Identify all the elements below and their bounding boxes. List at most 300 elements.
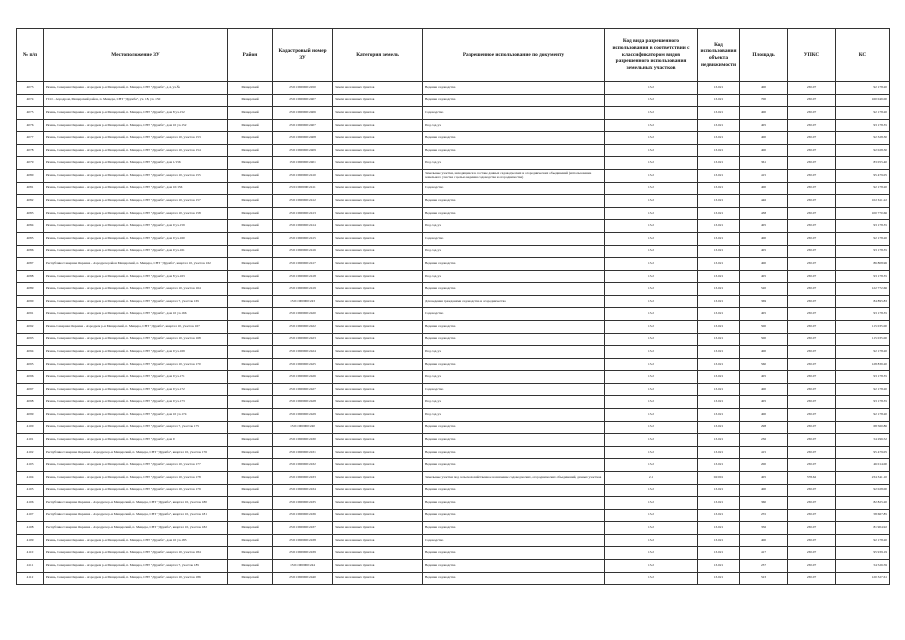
cell-location: Рязань, Северная Окраина - Аэродром р-н Мещерский, п. Мещера, СНТ "Дружба", дом 8 уч.152 xyxy=(44,107,228,120)
cell-upks: 230.07 xyxy=(788,283,836,296)
cell-category: Земли населенных пунктов xyxy=(333,182,423,195)
cell-permitted-use: Ведение садоводства xyxy=(423,547,605,560)
cell-object-use-code: 13.021 xyxy=(698,195,740,208)
cell-cadastral: 25:01:000000:2413 xyxy=(273,207,333,220)
cell-upks: 230.07 xyxy=(788,333,836,346)
cell-use-code: 13.2 xyxy=(605,170,698,183)
cell-use-code: 13.2 xyxy=(605,270,698,283)
cell-location: Рязань, Северная Окраина - Аэродром р-н Мещерский, п. Мещера, СНТ "Дружба", квартал 10, участок 154 xyxy=(44,144,228,157)
cell-category: Земли населенных пунктов xyxy=(333,258,423,271)
cell-ks: 234 341.10 xyxy=(836,471,890,484)
header-row xyxy=(17,29,890,82)
cell-ks: 92 178.20 xyxy=(836,182,890,195)
cell-use-code: 13.2 xyxy=(605,107,698,120)
cell-location: Рязань, Северная Окраина - Аэродром р-н Мещерский, п. Мещера, СНТ "Дружба", квартал 10, участок 158 xyxy=(44,207,228,220)
cell-area: 405 xyxy=(740,308,788,321)
cell-location: Рязань, Северная Окраина - Аэродром р-н Мещерский, п. Мещера, СНТ "Дружба", квартал 7, участок 185 xyxy=(44,559,228,572)
cell-area: 405 xyxy=(740,471,788,484)
cell-cadastral: 25:01:000000:2407 xyxy=(273,119,333,132)
cell-category: Земли населенных пунктов xyxy=(333,534,423,547)
cell-permitted-use: Ведение садоводства xyxy=(423,484,605,497)
cell-upks: 230.07 xyxy=(788,446,836,459)
cell-cadastral: 25:01:000000:2440 xyxy=(273,572,333,585)
cell-location: Республика Северная Окраина - Аэродром р-н Мещерский, п. Мещера, СНТ "Дружба", квартал 10, участок 181 xyxy=(44,509,228,522)
cell-location: Рязань, Северная Окраина - Аэродром р-н Мещерский, п. Мещера, СНТ "Дружба", квартал 7, участок 175 xyxy=(44,421,228,434)
cell-ks: 54 526.59 xyxy=(836,559,890,572)
cell-num: 4073 xyxy=(17,82,44,95)
cell-num: 4101 xyxy=(17,434,44,447)
cell-object-use-code: 13.021 xyxy=(698,283,740,296)
cell-permitted-use: Ведение садоводства xyxy=(423,333,605,346)
cell-category: Земли населенных пунктов xyxy=(333,547,423,560)
cell-object-use-code: 13.021 xyxy=(698,409,740,422)
cell-object-use-code: 13.021 xyxy=(698,94,740,107)
cell-upks: 230.07 xyxy=(788,94,836,107)
cell-permitted-use: Под сад-уч xyxy=(423,396,605,409)
cell-ks: 82 825.20 xyxy=(836,497,890,510)
cell-category: Земли населенных пунктов xyxy=(333,371,423,384)
cell-area: 417 xyxy=(740,547,788,560)
cell-object-use-code: 13.021 xyxy=(698,421,740,434)
header-location: Местоположение ЗУ xyxy=(44,29,228,82)
cell-num: 4103 xyxy=(17,459,44,472)
cell-upks: 230.07 xyxy=(788,434,836,447)
cell-permitted-use: Земельные участки, находящиеся в составе данных садоводческих и огороднических объединений (использование земельного участка с целью ведения садоводства и огородничества) xyxy=(423,170,605,183)
cell-cadastral: 25:01:000000:2415 xyxy=(273,232,333,245)
cell-num: 4095 xyxy=(17,358,44,371)
cell-category: Земли населенных пунктов xyxy=(333,434,423,447)
table-row xyxy=(17,308,890,321)
cell-use-code: 13.2 xyxy=(605,308,698,321)
cell-location: Рязань, Северная Окраина - Аэродром р-н Мещерский, п. Мещера, СНТ "Дружба", дом 9 уч.172 xyxy=(44,383,228,396)
cell-upks: 230.07 xyxy=(788,270,836,283)
cell-upks: 230.07 xyxy=(788,547,836,560)
cell-permitted-use: Под сад-уч xyxy=(423,346,605,359)
cell-district: Мещерский xyxy=(228,409,273,422)
cell-num: 4102 xyxy=(17,446,44,459)
cell-upks: 230.07 xyxy=(788,195,836,208)
cell-ks: 95 939.19 xyxy=(836,547,890,560)
table-row xyxy=(17,195,890,208)
cell-ks: 95 479.05 xyxy=(836,170,890,183)
cell-district: Мещерский xyxy=(228,132,273,145)
cell-area: 400 xyxy=(740,182,788,195)
cell-object-use-code: 13.021 xyxy=(698,245,740,258)
cell-district: Мещерский xyxy=(228,119,273,132)
cell-district: Мещерский xyxy=(228,547,273,560)
cell-ks: 93 178.35 xyxy=(836,308,890,321)
cell-num: 4089 xyxy=(17,283,44,296)
table-row xyxy=(17,232,890,245)
cell-object-use-code: 13.021 xyxy=(698,82,740,95)
cell-use-code: 13.2 xyxy=(605,396,698,409)
cell-ks: 81 904.92 xyxy=(836,522,890,535)
header-upks: УПКС xyxy=(788,29,836,82)
table-row xyxy=(17,270,890,283)
cell-category: Земли населенных пунктов xyxy=(333,157,423,170)
cell-area: 361 xyxy=(740,157,788,170)
cell-area: 500 xyxy=(740,333,788,346)
cell-num: 4078 xyxy=(17,144,44,157)
cell-district: Мещерский xyxy=(228,308,273,321)
table-row xyxy=(17,333,890,346)
cell-upks: 230.07 xyxy=(788,119,836,132)
cell-cadastral: 25:01:000000:2420 xyxy=(273,308,333,321)
cell-category: Земли населенных пунктов xyxy=(333,132,423,145)
cell-location: Рязань, Северная Окраина - Аэродром р-н Мещерский, п. Мещера, СНТ "Дружба", квартал 10, участок 177 xyxy=(44,459,228,472)
cell-permitted-use: Под сад-уч xyxy=(423,245,605,258)
cell-area: 400 xyxy=(740,409,788,422)
cell-upks: 578.62 xyxy=(788,471,836,484)
cell-use-code: 13.2 xyxy=(605,534,698,547)
cell-use-code: 13.2 xyxy=(605,220,698,233)
table-row xyxy=(17,107,890,120)
cell-upks: 230.07 xyxy=(788,170,836,183)
cell-area: 356 xyxy=(740,522,788,535)
cell-num: 4080 xyxy=(17,170,44,183)
cell-ks: 92 028.00 xyxy=(836,484,890,497)
cell-use-code: 13.2 xyxy=(605,484,698,497)
cell-num: 4079 xyxy=(17,157,44,170)
cell-permitted-use: Под сад-уч xyxy=(423,119,605,132)
cell-num: 4104 xyxy=(17,471,44,484)
table-row xyxy=(17,446,890,459)
cell-location: Рязань, Северная Окраина - Аэродром р-н Мещерский, п. Мещера, СНТ "Дружба", квартал 10, участок 184 xyxy=(44,547,228,560)
cell-upks: 230.07 xyxy=(788,459,836,472)
cell-num: 4076 xyxy=(17,119,44,132)
cell-upks: 230.07 xyxy=(788,258,836,271)
cell-num: 4084 xyxy=(17,220,44,233)
cell-permitted-use: Под сад-уч xyxy=(423,409,605,422)
cell-use-code: 13.2 xyxy=(605,295,698,308)
cell-num: 4085 xyxy=(17,232,44,245)
cell-ks: 100 770.66 xyxy=(836,207,890,220)
cell-category: Земли населенных пунктов xyxy=(333,484,423,497)
cell-category: Земли населенных пунктов xyxy=(333,522,423,535)
cell-use-code: 13.2 xyxy=(605,232,698,245)
cell-ks: 93 178.35 xyxy=(836,396,890,409)
cell-location: Рязань, Северная Окраина - Аэродром р-н Мещерский, п. Мещера, СНТ "Дружба", квартал 10, участок 179 xyxy=(44,484,228,497)
cell-area: 298 xyxy=(740,421,788,434)
table-row xyxy=(17,358,890,371)
cell-num: 4100 xyxy=(17,421,44,434)
cell-num: 4108 xyxy=(17,522,44,535)
cell-use-code: 13.2 xyxy=(605,82,698,95)
cell-cadastral: 25:01:000000:2423 xyxy=(273,333,333,346)
cell-ks: 46 014.00 xyxy=(836,459,890,472)
cell-cadastral: 25:01:000000:2406 xyxy=(273,107,333,120)
cell-area: 405 xyxy=(740,220,788,233)
cell-location: Рязань, Северная Окраина - Аэродром р-н Мещерский, п. Мещера, СНТ "Дружба", квартал 10, участок 170 xyxy=(44,358,228,371)
cell-ks: 93 178.35 xyxy=(836,245,890,258)
cell-category: Земли населенных пунктов xyxy=(333,107,423,120)
cell-cadastral: 25:01:000000:2412 xyxy=(273,195,333,208)
cell-cadastral: 25:01:000000:2427 xyxy=(273,383,333,396)
cell-use-code: 13.2 xyxy=(605,320,698,333)
land-plots-table xyxy=(16,28,890,585)
table-row xyxy=(17,421,890,434)
cell-object-use-code: 13.021 xyxy=(698,270,740,283)
table-row xyxy=(17,409,890,422)
cell-location: Рязань, Северная Окраина - Аэродром р-н Мещерский, п. Мещера, СНТ "Дружба", квартал 10, участок 157 xyxy=(44,195,228,208)
cell-use-code: 13.2 xyxy=(605,346,698,359)
table-row xyxy=(17,371,890,384)
cell-cadastral: 25:01:000000:2433 xyxy=(273,471,333,484)
cell-ks: 86 808.96 xyxy=(836,258,890,271)
cell-upks: 230.07 xyxy=(788,157,836,170)
cell-ks: 128 839.20 xyxy=(836,358,890,371)
cell-permitted-use: Садоводство xyxy=(423,308,605,321)
cell-area: 237 xyxy=(740,559,788,572)
cell-category: Земли населенных пунктов xyxy=(333,446,423,459)
cell-num: 4109 xyxy=(17,534,44,547)
cell-cadastral: 25:01:000000:2418 xyxy=(273,270,333,283)
cell-cadastral: 25:01:000000:2438 xyxy=(273,534,333,547)
header-num: № п/п xyxy=(17,29,44,82)
cell-use-code: 13.2 xyxy=(605,283,698,296)
cell-cadastral: 25:01:000000:2430 xyxy=(273,434,333,447)
cell-location: Рязань, Северная Окраина - Аэродром р-н Мещерский, п. Мещера, СНТ "Дружба", дом 8 уч.163 xyxy=(44,270,228,283)
cell-location: Рязань, Северная Окраина - Аэродром р-н Мещерский, п. Мещера, СНТ "Дружба", дом 9 уч.169 xyxy=(44,346,228,359)
cell-category: Земли населенных пунктов xyxy=(333,559,423,572)
cell-district: Мещерский xyxy=(228,371,273,384)
cell-area: 438 xyxy=(740,207,788,220)
cell-use-code: 13.2 xyxy=(605,509,698,522)
cell-permitted-use: Для ведения гражданами садоводства и огородничества xyxy=(423,295,605,308)
table-row xyxy=(17,497,890,510)
cell-num: 4087 xyxy=(17,258,44,271)
header-category: Категория земель xyxy=(333,29,423,82)
cell-district: Мещерский xyxy=(228,559,273,572)
cell-object-use-code: 13.021 xyxy=(698,182,740,195)
cell-num: 4090 xyxy=(17,295,44,308)
cell-district: Мещерский xyxy=(228,258,273,271)
table-row xyxy=(17,132,890,145)
cell-category: Земли населенных пунктов xyxy=(333,170,423,183)
cell-category: Земли населенных пунктов xyxy=(333,295,423,308)
cell-permitted-use: Под сад-уч xyxy=(423,371,605,384)
cell-category: Земли населенных пунктов xyxy=(333,195,423,208)
cell-object-use-code: 13.021 xyxy=(698,170,740,183)
cell-object-use-code: 13.021 xyxy=(698,258,740,271)
cell-ks: 92 178.20 xyxy=(836,534,890,547)
cell-area: 446 xyxy=(740,195,788,208)
cell-object-use-code: 13.021 xyxy=(698,220,740,233)
cell-object-use-code: 13.021 xyxy=(698,333,740,346)
cell-location: Рязань, Северная Окраина - Аэродром р-н Мещерский, п. Мещера, СНТ "Дружба", дом 1/156 xyxy=(44,157,228,170)
cell-district: Мещерский xyxy=(228,94,273,107)
cell-cadastral: 25:01:000000:2408 xyxy=(273,132,333,145)
cell-district: Мещерский xyxy=(228,358,273,371)
cell-area: 405 xyxy=(740,396,788,409)
table-row xyxy=(17,346,890,359)
cell-cadastral: 25:01:000000:2409 xyxy=(273,144,333,157)
cell-ks: 92 178.20 xyxy=(836,82,890,95)
cell-location: Рязань, Северная Окраина - Аэродром р-н Мещерский, п. Мещера, СНТ "Дружба", квартал 10, участок 164 xyxy=(44,283,228,296)
cell-permitted-use: Ведение садоводства xyxy=(423,522,605,535)
header-cadastral: Кадастровый номер ЗУ xyxy=(273,29,333,82)
cell-num: 4098 xyxy=(17,396,44,409)
table-row xyxy=(17,220,890,233)
cell-object-use-code: 13.021 xyxy=(698,572,740,585)
cell-upks: 230.07 xyxy=(788,396,836,409)
cell-district: Мещерский xyxy=(228,497,273,510)
cell-district: Мещерский xyxy=(228,446,273,459)
cell-area: 405 xyxy=(740,371,788,384)
cell-location: Рязань, Северная Окраина - Аэродром р-н Мещерский, п. Мещера, СНТ "Дружба", квартал 10, участок 178 xyxy=(44,471,228,484)
cell-cadastral: 25:01:000000:2407 xyxy=(273,94,333,107)
cell-location: Рязань, Северная Окраина - Аэродром р-н Мещерский, п. Мещера, СНТ "Дружба", квартал 10, участок 168 xyxy=(44,333,228,346)
table-row xyxy=(17,295,890,308)
cell-district: Мещерский xyxy=(228,396,273,409)
cell-num: 4093 xyxy=(17,333,44,346)
cell-district: Мещерский xyxy=(228,220,273,233)
cell-use-code: 13.2 xyxy=(605,94,698,107)
cell-area: 400 xyxy=(740,232,788,245)
cell-permitted-use: Ведение садоводства xyxy=(423,82,605,95)
cell-location: Рязань, Северная Окраина - Аэродром р-н Мещерский, п. Мещера, СНТ "Дружба", дом 9 уч.159 xyxy=(44,220,228,233)
cell-object-use-code: 13.021 xyxy=(698,497,740,510)
cell-cadastral: 15:01:000000:244 xyxy=(273,559,333,572)
cell-location: Рязань, Северная Окраина - Аэродром р-н Мещерский, п. Мещера, СНТ "Дружба", квартал 7, участок 165 xyxy=(44,295,228,308)
cell-area: 405 xyxy=(740,119,788,132)
cell-permitted-use: Ведение садоводства xyxy=(423,434,605,447)
header-ks: КС xyxy=(836,29,890,82)
cell-upks: 230.07 xyxy=(788,509,836,522)
cell-ks: 92 178.20 xyxy=(836,107,890,120)
cell-permitted-use: Ведение садоводства xyxy=(423,320,605,333)
cell-permitted-use: Ведение садоводства xyxy=(423,258,605,271)
cell-district: Мещерский xyxy=(228,82,273,95)
table-row xyxy=(17,471,890,484)
cell-num: 4110 xyxy=(17,547,44,560)
cell-cadastral: 25:01:000000:2450 xyxy=(273,82,333,95)
cell-use-code: 13.2 xyxy=(605,258,698,271)
cell-use-code: 13.2 xyxy=(605,421,698,434)
cell-location: Рязань, Северная Окраина - Аэродром р-н Мещерский, п. Мещера, СНТ "Дружба", дом 10 уч.174 xyxy=(44,409,228,422)
cell-ks: 58 667.85 xyxy=(836,509,890,522)
cell-area: 369 xyxy=(740,295,788,308)
cell-num: 4092 xyxy=(17,320,44,333)
cell-cadastral: 25:01:000000:2414 xyxy=(273,220,333,233)
cell-upks: 230.07 xyxy=(788,358,836,371)
table-row xyxy=(17,534,890,547)
cell-area: 405 xyxy=(740,245,788,258)
table-row xyxy=(17,434,890,447)
table-row xyxy=(17,182,890,195)
cell-upks: 230.07 xyxy=(788,346,836,359)
cell-ks: 93 178.35 xyxy=(836,371,890,384)
cell-cadastral: 25:01:000000:2436 xyxy=(273,509,333,522)
cell-category: Земли населенных пунктов xyxy=(333,572,423,585)
cell-category: Земли населенных пунктов xyxy=(333,245,423,258)
cell-area: 400 xyxy=(740,132,788,145)
cell-use-code: 2.1 xyxy=(605,471,698,484)
cell-permitted-use: Ведение садоводства xyxy=(423,132,605,145)
cell-category: Земли населенных пунктов xyxy=(333,308,423,321)
cell-category: Земли населенных пунктов xyxy=(333,383,423,396)
table-row xyxy=(17,572,890,585)
cell-upks: 230.07 xyxy=(788,182,836,195)
cell-ks: 54 296.52 xyxy=(836,434,890,447)
cell-permitted-use: Ведение садоводства xyxy=(423,509,605,522)
cell-location: Рязань, Северная Окраина - Аэродром р-н Мещерский, п. Мещера, СНТ "Дружба", квартал 10, участок 155 xyxy=(44,170,228,183)
cell-upks: 230.07 xyxy=(788,82,836,95)
cell-num: 4077 xyxy=(17,132,44,145)
cell-category: Земли населенных пунктов xyxy=(333,119,423,132)
cell-cadastral: 25:01:000000:2422 xyxy=(273,320,333,333)
table-row xyxy=(17,484,890,497)
cell-area: 400 xyxy=(740,383,788,396)
cell-area: 400 xyxy=(740,144,788,157)
cell-district: Мещерский xyxy=(228,522,273,535)
cell-permitted-use: Ведение садоводства xyxy=(423,446,605,459)
cell-category: Земли населенных пунктов xyxy=(333,94,423,107)
cell-permitted-use: Садоводство xyxy=(423,383,605,396)
cell-permitted-use: Ведение садоводства xyxy=(423,572,605,585)
cell-object-use-code: 13.021 xyxy=(698,119,740,132)
cell-cadastral: 25:01:000000:2416 xyxy=(273,245,333,258)
cell-district: Мещерский xyxy=(228,270,273,283)
cell-ks: 93 178.35 xyxy=(836,119,890,132)
table-row xyxy=(17,157,890,170)
cell-num: 4107 xyxy=(17,509,44,522)
cell-cadastral: 15:01:000000:2401 xyxy=(273,157,333,170)
cell-area: 400 xyxy=(740,534,788,547)
cell-num: 4083 xyxy=(17,207,44,220)
cell-area: 236 xyxy=(740,434,788,447)
cell-upks: 230.07 xyxy=(788,132,836,145)
cell-object-use-code: 02:001 xyxy=(698,471,740,484)
cell-district: Мещерский xyxy=(228,207,273,220)
cell-ks: 83 055.40 xyxy=(836,157,890,170)
cell-permitted-use: Под сад-уч xyxy=(423,220,605,233)
cell-object-use-code: 13.021 xyxy=(698,308,740,321)
cell-ks: 160 049.00 xyxy=(836,94,890,107)
cell-district: Мещерский xyxy=(228,421,273,434)
cell-area: 360 xyxy=(740,497,788,510)
cell-district: Мещерский xyxy=(228,107,273,120)
cell-ks: 92 178.20 xyxy=(836,346,890,359)
cell-area: 400 xyxy=(740,258,788,271)
cell-area: 400 xyxy=(740,346,788,359)
cell-location: Рязань, Северная Окраина - Аэродром р-н Мещерский, п. Мещера, СНТ "Дружба", д.4, уч.№ xyxy=(44,82,228,95)
cell-ks: 92 178.20 xyxy=(836,383,890,396)
cell-object-use-code: 13.021 xyxy=(698,434,740,447)
cell-cadastral: 25:01:000000:2437 xyxy=(273,522,333,535)
table-row xyxy=(17,547,890,560)
cell-permitted-use: Садоводство xyxy=(423,534,605,547)
cell-upks: 230.07 xyxy=(788,144,836,157)
cell-permitted-use: Ведение садоводства xyxy=(423,358,605,371)
cell-district: Мещерский xyxy=(228,144,273,157)
cell-upks: 230.07 xyxy=(788,522,836,535)
table-row xyxy=(17,459,890,472)
cell-use-code: 13.2 xyxy=(605,182,698,195)
cell-permitted-use: Ведение садоводства xyxy=(423,94,605,107)
cell-area: 500 xyxy=(740,320,788,333)
cell-category: Земли населенных пунктов xyxy=(333,283,423,296)
cell-num: 4111 xyxy=(17,559,44,572)
cell-category: Земли населенных пунктов xyxy=(333,220,423,233)
cell-permitted-use: Земельные участки под сельскохозяйственное назначение садоводческих, огороднических объединений, дачных участков xyxy=(423,471,605,484)
table-row xyxy=(17,522,890,535)
cell-use-code: 13.2 xyxy=(605,409,698,422)
cell-ks: 84 895.83 xyxy=(836,295,890,308)
cell-object-use-code: 13.021 xyxy=(698,346,740,359)
cell-use-code: 13.2 xyxy=(605,371,698,384)
cell-location: Рязань, Северная Окраина - Аэродром р-н Мещерский, п. Мещера, СНТ "Дружба", дом 10 уч.183 xyxy=(44,534,228,547)
